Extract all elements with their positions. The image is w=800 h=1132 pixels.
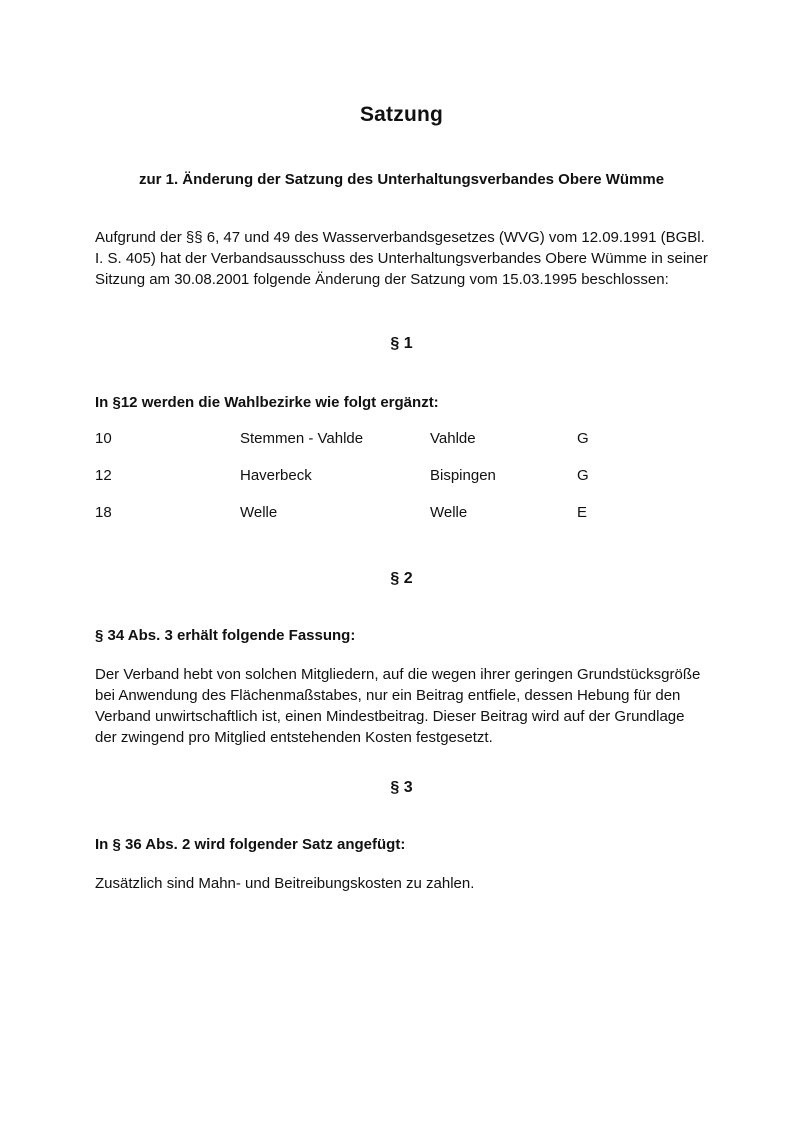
table-cell-place: Vahlde <box>430 430 476 447</box>
table-cell-district: Stemmen - Vahlde <box>240 430 364 447</box>
table-cell-code: G <box>577 467 589 484</box>
table-row <box>95 431 708 468</box>
table-cell-code: E <box>577 504 588 521</box>
preamble-paragraph: Aufgrund der §§ 6, 47 und 49 des Wasserverbandsgesetzes (WVG) vom 12.09.1991 (BGBl. I. S. 405) hat der Verbandsausschuss des Unterhaltungsverbandes Obere Wümme in seiner Sitzung am 30.08.2001 folgende Änderung der Satzung vom 15.03.1995 beschlossen: <box>95 229 708 288</box>
table-cell-place: Bispingen <box>430 467 496 484</box>
table-row <box>95 505 708 542</box>
section-1-heading: § 1 <box>390 335 413 352</box>
section-3-body: Zusätzlich sind Mahn- und Beitreibungskosten zu zahlen. <box>95 875 475 892</box>
table-cell-number: 10 <box>95 430 112 447</box>
page-title: Satzung <box>359 103 444 126</box>
table-cell-place: Welle <box>430 504 468 521</box>
section-3-intro: In § 36 Abs. 2 wird folgender Satz angefügt: <box>95 836 406 853</box>
page-subtitle: zur 1. Änderung der Satzung des Unterhaltungsverbandes Obere Wümme <box>138 171 665 188</box>
wahlbezirke-table <box>95 431 708 542</box>
table-cell-district: Haverbeck <box>240 467 312 484</box>
table-cell-code: G <box>577 430 589 447</box>
table-cell-number: 18 <box>95 504 112 521</box>
section-2-intro: § 34 Abs. 3 erhält folgende Fassung: <box>95 627 356 644</box>
table-cell-number: 12 <box>95 467 112 484</box>
section-3-heading: § 3 <box>390 779 413 796</box>
section-1-intro: In §12 werden die Wahlbezirke wie folgt ergänzt: <box>95 394 439 411</box>
table-cell-district: Welle <box>240 504 278 521</box>
table-row <box>95 468 708 505</box>
section-2-body: Der Verband hebt von solchen Mitgliedern, auf die wegen ihrer geringen Grundstücksgröße bei Anwendung des Flächenmaßstabes, nur ein Beitrag entfiele, dessen Hebung für den Verband unwirtschaftlich ist, einen Mindestbeitrag. Dieser Beitrag wird auf der Grundlage der zwingend pro Mitglied entstehenden Kosten festgesetzt. <box>95 666 701 746</box>
section-2-heading: § 2 <box>390 570 413 587</box>
